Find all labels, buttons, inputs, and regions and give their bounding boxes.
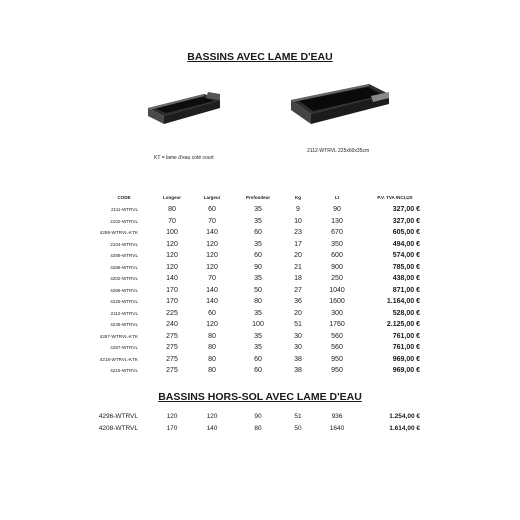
cell-profondeur: 90 (254, 263, 262, 271)
cell-lt: 300 (331, 309, 343, 317)
cell-code: 4295-WTRVL-KTK (99, 230, 138, 236)
cell-profondeur: 35 (254, 275, 262, 283)
cell-code: 4266-WTRVL (110, 287, 138, 293)
cell-kg: 38 (294, 355, 302, 363)
cell-code: 4202-WTRVL (110, 276, 138, 282)
table-row (96, 204, 428, 216)
caption-right: 2112-WTRVL 225x60x35cm (307, 148, 370, 154)
cell-kg: 36 (294, 298, 302, 306)
cell-lt: 670 (331, 229, 343, 237)
cell-largeur: 120 (206, 321, 218, 329)
cell-code: 4215-WTRVL-KTK (99, 356, 138, 362)
cell-code: 4286-WTRVL (110, 264, 138, 270)
table-row (96, 423, 428, 435)
cell-kg: 27 (294, 286, 302, 294)
cell-kg: 38 (294, 367, 302, 375)
header-lt: Lt (334, 194, 340, 200)
cell-longeur: 70 (168, 217, 176, 225)
cell-lt: 936 (331, 413, 343, 421)
table-row (96, 308, 428, 320)
cell-price: 1.164,00 € (386, 298, 420, 306)
cell-profondeur: 35 (254, 344, 262, 352)
table-row (96, 227, 428, 239)
cell-price: 969,00 € (392, 367, 420, 375)
cell-lt: 600 (331, 252, 343, 260)
cell-kg: 21 (294, 263, 302, 271)
cell-price: 1.254,00 € (389, 413, 420, 421)
cell-price: 438,00 € (392, 275, 420, 283)
cell-largeur: 80 (208, 332, 216, 340)
table-row (96, 285, 428, 297)
cell-code: 4236-WTRVL (110, 322, 138, 328)
table-row (96, 273, 428, 285)
cell-price: 871,00 € (392, 286, 420, 294)
cell-code: 4296-WTRVL (98, 413, 138, 421)
table-row (96, 365, 428, 377)
cell-code: 2111-WTRVL (110, 207, 138, 213)
cell-profondeur: 60 (254, 229, 262, 237)
caption-left: KT = lame d'eau coté court (154, 155, 214, 161)
cell-largeur: 80 (208, 344, 216, 352)
table-row (96, 262, 428, 274)
cell-longeur: 240 (166, 321, 178, 329)
cell-largeur: 140 (206, 229, 218, 237)
cell-lt: 900 (331, 263, 343, 271)
header-longeur: Longeur (163, 194, 181, 200)
second-title: BASSINS HORS-SOL AVEC LAME D'EAU (158, 391, 362, 403)
cell-code: 4287-WTRVL (110, 345, 138, 351)
cell-price: 574,00 € (392, 252, 420, 260)
cell-largeur: 60 (208, 309, 216, 317)
cell-profondeur: 100 (252, 321, 264, 329)
cell-lt: 250 (331, 275, 343, 283)
cell-profondeur: 80 (254, 298, 262, 306)
basin-image-right (287, 78, 393, 134)
cell-kg: 30 (294, 332, 302, 340)
cell-lt: 950 (331, 355, 343, 363)
cell-price: 605,00 € (392, 229, 420, 237)
cell-profondeur: 35 (254, 240, 262, 248)
cell-largeur: 120 (206, 252, 218, 260)
cell-largeur: 70 (208, 217, 216, 225)
table-row (96, 296, 428, 308)
cell-code: 4208-WTRVL (98, 424, 138, 432)
cell-profondeur: 80 (254, 424, 262, 432)
cell-price: 761,00 € (392, 332, 420, 340)
cell-lt: 130 (331, 217, 343, 225)
cell-kg: 10 (294, 217, 302, 225)
cell-code: 2112-WTRVL (110, 310, 138, 316)
cell-price: 327,00 € (392, 217, 420, 225)
cell-profondeur: 50 (254, 286, 262, 294)
cell-price: 2.125,00 € (386, 321, 420, 329)
cell-price: 327,00 € (392, 206, 420, 214)
cell-profondeur: 60 (254, 252, 262, 260)
cell-largeur: 80 (208, 355, 216, 363)
cell-largeur: 140 (206, 298, 218, 306)
price-table (96, 190, 428, 377)
cell-lt: 560 (331, 332, 343, 340)
cell-kg: 18 (294, 275, 302, 283)
hors-sol-table (96, 411, 428, 434)
cell-lt: 1600 (329, 298, 345, 306)
cell-code: 4289-WTRVL (110, 253, 138, 259)
cell-code: 2104-WTRVL (110, 241, 138, 247)
header-code: CODE (117, 194, 131, 200)
cell-longeur: 140 (166, 275, 178, 283)
cell-profondeur: 35 (254, 206, 262, 214)
cell-lt: 350 (331, 240, 343, 248)
cell-largeur: 80 (208, 367, 216, 375)
cell-largeur: 140 (206, 424, 218, 432)
table-row (96, 354, 428, 366)
cell-longeur: 275 (166, 332, 178, 340)
header-price: P.V. TVA INCLUS (377, 194, 413, 200)
cell-longeur: 170 (166, 298, 178, 306)
cell-price: 785,00 € (392, 263, 420, 271)
cell-kg: 51 (294, 413, 302, 421)
cell-kg: 30 (294, 344, 302, 352)
cell-code: 4225-WTRVL (110, 299, 138, 305)
table-row (96, 216, 428, 228)
cell-largeur: 120 (206, 263, 218, 271)
cell-profondeur: 60 (254, 367, 262, 375)
cell-longeur: 170 (166, 424, 178, 432)
cell-lt: 950 (331, 367, 343, 375)
cell-profondeur: 90 (254, 413, 262, 421)
cell-profondeur: 35 (254, 332, 262, 340)
cell-lt: 560 (331, 344, 343, 352)
cell-kg: 17 (294, 240, 302, 248)
table-header-row (96, 190, 428, 204)
table-row (96, 411, 428, 423)
cell-profondeur: 60 (254, 355, 262, 363)
cell-lt: 1640 (329, 424, 345, 432)
cell-longeur: 80 (168, 206, 176, 214)
table-row (96, 239, 428, 251)
main-title: BASSINS AVEC LAME D'EAU (187, 51, 333, 63)
cell-largeur: 120 (206, 413, 218, 421)
cell-code: 4287-WTRVL-KTK (99, 333, 138, 339)
cell-largeur: 140 (206, 286, 218, 294)
cell-lt: 1040 (329, 286, 345, 294)
cell-longeur: 275 (166, 355, 178, 363)
cell-longeur: 120 (166, 240, 178, 248)
cell-lt: 90 (333, 206, 341, 214)
table-row (96, 250, 428, 262)
cell-longeur: 225 (166, 309, 178, 317)
cell-profondeur: 35 (254, 309, 262, 317)
cell-kg: 51 (294, 321, 302, 329)
cell-price: 761,00 € (392, 344, 420, 352)
table-row (96, 342, 428, 354)
header-profondeur: Profondeur (245, 194, 271, 200)
cell-price: 528,00 € (392, 309, 420, 317)
cell-largeur: 60 (208, 206, 216, 214)
cell-kg: 50 (294, 424, 302, 432)
cell-price: 494,00 € (392, 240, 420, 248)
cell-largeur: 70 (208, 275, 216, 283)
basin-image-left (146, 86, 222, 130)
cell-longeur: 275 (166, 344, 178, 352)
header-largeur: Largeur (203, 194, 221, 200)
table-row (96, 319, 428, 331)
cell-price: 969,00 € (392, 355, 420, 363)
cell-longeur: 120 (166, 263, 178, 271)
cell-price: 1.614,00 € (389, 424, 420, 432)
header-kg: Kg (295, 194, 301, 200)
cell-kg: 20 (294, 252, 302, 260)
cell-code: 4215-WTRVL (110, 368, 138, 374)
cell-longeur: 100 (166, 229, 178, 237)
cell-lt: 1760 (329, 321, 345, 329)
cell-code: 2102-WTRVL (110, 218, 138, 224)
cell-longeur: 170 (166, 286, 178, 294)
cell-longeur: 120 (166, 252, 178, 260)
table-row (96, 331, 428, 343)
cell-largeur: 120 (206, 240, 218, 248)
cell-longeur: 275 (166, 367, 178, 375)
cell-longeur: 120 (166, 413, 178, 421)
cell-kg: 23 (294, 229, 302, 237)
cell-kg: 9 (296, 206, 300, 214)
cell-profondeur: 35 (254, 217, 262, 225)
cell-kg: 20 (294, 309, 302, 317)
